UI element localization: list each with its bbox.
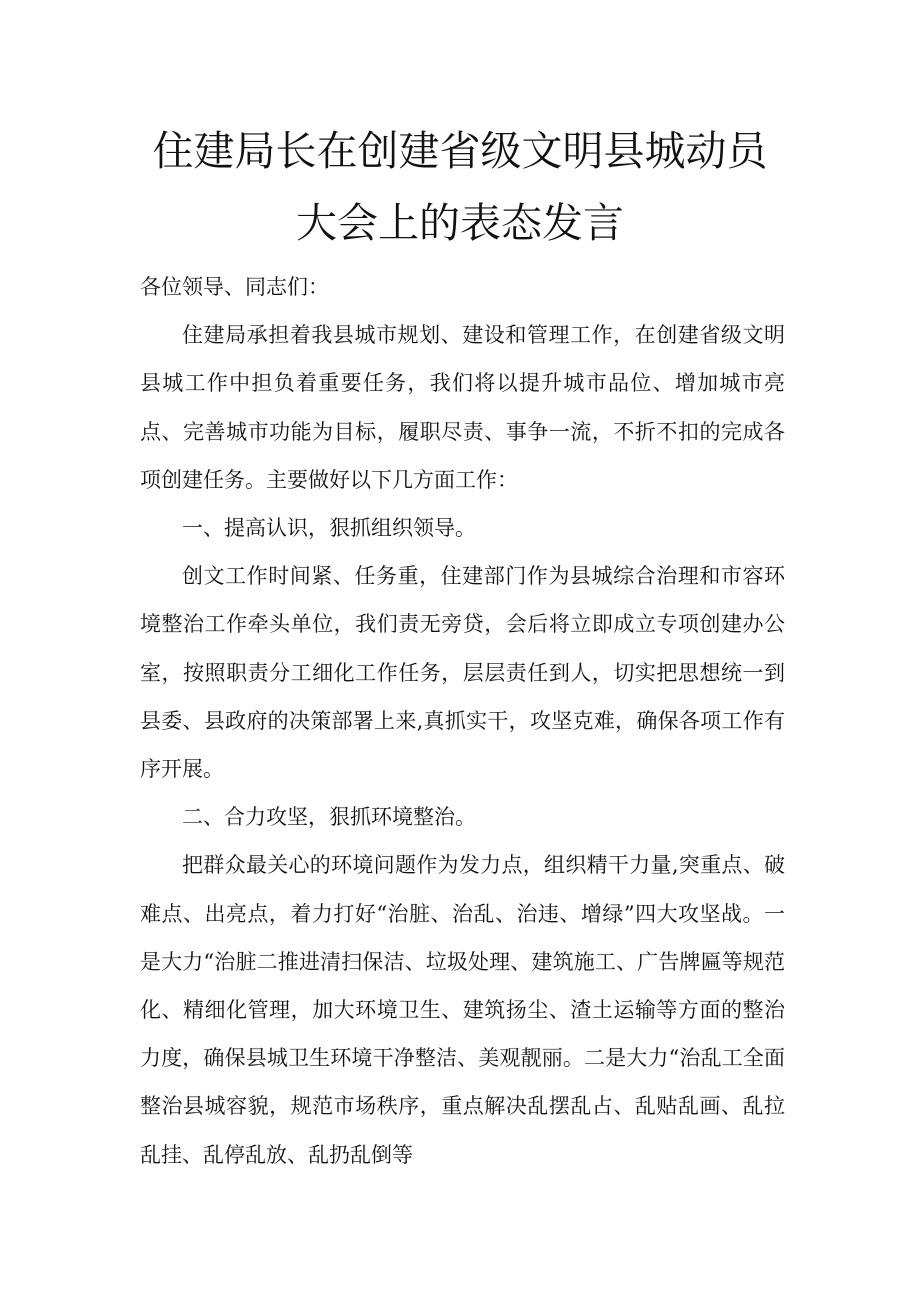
document-body	[140, 263, 785, 1179]
paragraph-section-1: 创文工作时间紧、任务重，住建部门作为县城综合治理和市容环境整治工作牵头单位，我们责无旁贷，会后将立即成立专项创建办公室，按照职责分工细化工作任务，层层责任到人，切实把思想统一到县委、县政府的决策部署上来,真抓实干，攻坚克难，确保各项工作有序开展。	[140, 564, 785, 782]
paragraph-section-2: 把群众最关心的环境问题作为发力点，组织精干力量,突重点、破难点、出亮点，着力打好“治脏、治乱、治违、增绿”四大攻坚战。一是大力“治脏二推进清扫保洁、垃圾处理、建筑施工、广告牌匾等规范化、精细化管理，加大环境卫生、建筑扬尘、渣土运输等方面的整治力度，确保县城卫生环境干净整洁、美观靓丽。二是大力“治乱工全面整治县城容貌，规范市场秩序，重点解决乱摆乱占、乱贴乱画、乱拉乱挂、乱停乱放、乱扔乱倒等	[140, 853, 785, 1167]
section-heading-2: 二、合力攻坚，狠抓环境整治。	[182, 805, 476, 830]
salutation: 各位领导、同志们：	[140, 275, 329, 299]
document-title-line-1: 住建局长在创建省级文明县城动员	[152, 127, 768, 175]
section-heading-1: 一、提高认识，狠抓组织领导。	[182, 516, 476, 541]
document-title-line-2: 大会上的表态发言	[296, 199, 624, 247]
paragraph-intro: 住建局承担着我县城市规划、建设和管理工作，在创建省级文明县城工作中担负着重要任务，我们将以提升城市品位、增加城市亮点、完善城市功能为目标，履职尽责、事争一流，不折不扣的完成各项创建任务。主要做好以下几方面工作：	[140, 323, 785, 492]
